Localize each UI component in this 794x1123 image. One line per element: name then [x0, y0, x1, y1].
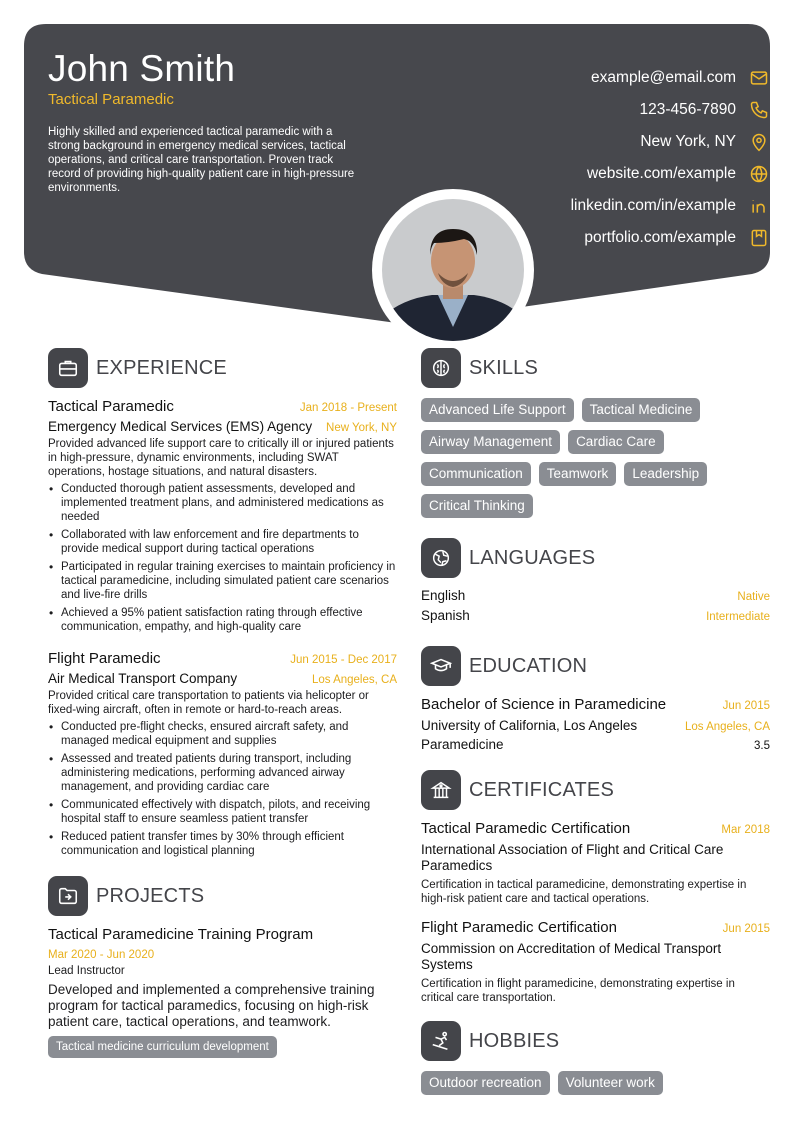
skiing-icon	[421, 1021, 461, 1061]
education-degree: Bachelor of Science in Paramedicine	[421, 696, 667, 713]
language-row	[421, 608, 770, 628]
education-section	[421, 646, 770, 752]
job-company: Emergency Medical Services (EMS) Agency	[48, 419, 313, 434]
certificates-header	[421, 770, 770, 810]
right-column	[421, 348, 770, 1095]
job-date: Jun 2015 - Dec 2017	[290, 654, 397, 666]
experience-header	[48, 348, 397, 388]
left-column	[48, 348, 397, 1058]
job-bullet: • Assessed and treated patients during transport, including administering medications, performing advanced airway management, and providing cardiac care	[48, 752, 397, 794]
experience-item	[48, 398, 397, 634]
contact-email[interactable]	[440, 62, 770, 94]
candidate-role: Tactical Paramedic	[48, 91, 174, 108]
job-bullet: • Conducted thorough patient assessments, developed and implemented treatment plans, and administered medications as needed	[48, 482, 397, 524]
mail-icon	[748, 67, 770, 89]
language-name: Spanish	[421, 608, 470, 623]
job-bullet: • Participated in regular training exercises to maintain proficiency in tactical paramedicine, including simulated patient care scenarios and live-fire drills	[48, 560, 397, 602]
graduation-cap-icon	[421, 646, 461, 686]
job-title: Tactical Paramedic	[48, 398, 174, 415]
job-date: Jan 2018 - Present	[299, 402, 397, 414]
language-globe-icon	[421, 538, 461, 578]
job-location: New York, NY	[326, 422, 397, 434]
hobbies-list	[421, 1071, 770, 1095]
contact-linkedin-text[interactable]: linkedin.com/in/example	[570, 197, 736, 214]
language-name: English	[421, 588, 466, 603]
project-item	[48, 926, 397, 1058]
hobby-chip: Outdoor recreation	[421, 1071, 550, 1095]
institution-icon	[421, 770, 461, 810]
skill-chip: Communication	[421, 462, 531, 486]
certificate-description: Certification in flight paramedicine, demonstrating expertise in critical care transportation.	[421, 978, 735, 1004]
hobbies-title: HOBBIES	[469, 1029, 560, 1052]
contact-phone-text[interactable]: 123-456-7890	[639, 101, 736, 118]
education-date: Jun 2015	[722, 700, 770, 712]
certificate-name: Flight Paramedic Certification	[421, 919, 617, 936]
projects-section	[48, 876, 397, 1058]
skill-chip: Leadership	[624, 462, 707, 486]
job-description: Provided critical care transportation to patients via helicopter or fixed-wing aircraft, often in remote or hard-to-reach areas.	[48, 690, 369, 716]
education-title: EDUCATION	[469, 654, 588, 677]
job-company: Air Medical Transport Company	[48, 671, 238, 686]
certificate-issuer: Commission on Accreditation of Medical Transport Systems	[421, 941, 722, 972]
skills-list	[421, 398, 770, 518]
job-bullet: • Communicated effectively with dispatch, pilots, and receiving hospital staff to ensure seamless patient transfer	[48, 798, 397, 826]
language-level: Intermediate	[706, 611, 770, 623]
project-role: Lead Instructor	[48, 965, 125, 977]
experience-title: EXPERIENCE	[96, 356, 227, 379]
hobbies-section	[421, 1021, 770, 1095]
job-location: Los Angeles, CA	[311, 674, 397, 686]
skill-chip: Airway Management	[421, 430, 560, 454]
hobby-chip: Volunteer work	[558, 1071, 663, 1095]
skill-chip: Critical Thinking	[421, 494, 533, 518]
job-description: Provided advanced life support care to critically ill or injured patients in high-pressure, dynamic environments, including SWAT operations, hostage situations, and natural disasters.	[48, 438, 394, 478]
languages-title: LANGUAGES	[469, 546, 596, 569]
language-level: Native	[737, 591, 770, 603]
skill-chip: Advanced Life Support	[421, 398, 574, 422]
certificates-title: CERTIFICATES	[469, 778, 615, 801]
languages-section	[421, 538, 770, 628]
job-bullet: • Reduced patient transfer times by 30% through efficient communication and logistical planning	[48, 830, 397, 858]
hobbies-header	[421, 1021, 770, 1061]
phone-icon	[748, 99, 770, 121]
globe-icon	[748, 163, 770, 185]
project-name: Tactical Paramedicine Training Program	[48, 926, 314, 943]
certificate-item	[421, 919, 770, 1005]
job-bullet: • Collaborated with law enforcement and fire departments to provide medical support during tactical operations	[48, 528, 397, 556]
portfolio-icon	[748, 227, 770, 249]
linkedin-icon	[748, 195, 770, 217]
profile-summary: Highly skilled and experienced tactical paramedic with a strong background in emergency medical services, tactical operations, and critical care transportation. Proven track record of providing high-quality patient care in high-pressure environments.	[48, 126, 355, 194]
skill-chip: Tactical Medicine	[582, 398, 701, 422]
project-date: Mar 2020 - Jun 2020	[48, 949, 155, 961]
certificate-issuer: International Association of Flight and Critical Care Paramedics	[421, 842, 724, 873]
contact-location	[440, 126, 770, 158]
skill-chip: Teamwork	[539, 462, 617, 486]
certificate-item	[421, 820, 770, 906]
contact-portfolio-text[interactable]: portfolio.com/example	[584, 229, 736, 246]
project-description: Developed and implemented a comprehensive training program for tactical paramedics, focusing on high-risk patient care, tactical operations, and teamwork.	[48, 982, 375, 1029]
contact-website[interactable]	[440, 158, 770, 190]
candidate-name: John Smith	[48, 48, 236, 89]
experience-item	[48, 650, 397, 858]
projects-title: PROJECTS	[96, 884, 205, 907]
project-tag: Tactical medicine curriculum development	[48, 1036, 277, 1058]
folder-icon	[48, 876, 88, 916]
job-bullet: • Conducted pre-flight checks, ensured aircraft safety, and managed medical equipment and supplies	[48, 720, 397, 748]
education-header	[421, 646, 770, 686]
language-row	[421, 588, 770, 608]
skills-header	[421, 348, 770, 388]
job-bullets	[48, 482, 397, 634]
skills-title: SKILLS	[469, 356, 539, 379]
languages-header	[421, 538, 770, 578]
location-pin-icon	[748, 131, 770, 153]
contact-website-text[interactable]: website.com/example	[586, 165, 736, 182]
education-location: Los Angeles, CA	[684, 721, 770, 733]
project-tags	[48, 1036, 397, 1058]
contact-phone[interactable]	[440, 94, 770, 126]
contact-location-text: New York, NY	[640, 133, 736, 150]
projects-header	[48, 876, 397, 916]
education-field: Paramedicine	[421, 737, 504, 752]
experience-section	[48, 348, 397, 858]
job-bullets	[48, 720, 397, 858]
education-item	[421, 696, 770, 752]
certificates-section	[421, 770, 770, 1005]
profile-photo	[382, 199, 524, 341]
skill-chip: Cardiac Care	[568, 430, 664, 454]
brain-icon	[421, 348, 461, 388]
certificate-date: Jun 2015	[722, 923, 770, 935]
education-gpa: 3.5	[754, 740, 770, 752]
contact-email-text[interactable]: example@email.com	[591, 69, 736, 86]
briefcase-icon	[48, 348, 88, 388]
job-title: Flight Paramedic	[48, 650, 161, 667]
job-bullet: • Achieved a 95% patient satisfaction rating through effective communication, empathy, and high-quality care	[48, 606, 397, 634]
certificate-description: Certification in tactical paramedicine, demonstrating expertise in high-risk patient care and tactical operations.	[421, 879, 747, 905]
certificate-date: Mar 2018	[721, 824, 770, 836]
certificate-name: Tactical Paramedic Certification	[421, 820, 631, 837]
education-school: University of California, Los Angeles	[421, 718, 638, 733]
skills-section	[421, 348, 770, 518]
